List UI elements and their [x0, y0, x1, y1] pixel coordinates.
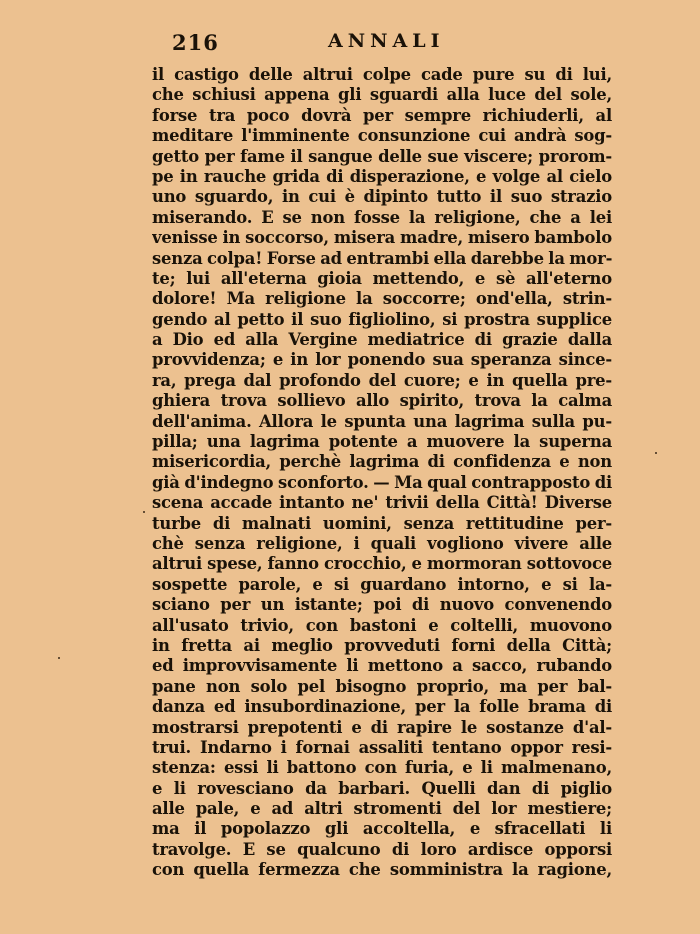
text-line: mostrarsi prepotenti e di rapire le sostanze d'al-	[152, 717, 612, 737]
text-line: che schiusi appena gli sguardi alla luce del sole,	[152, 85, 612, 105]
body-text	[152, 65, 612, 881]
text-line: miserando. E se non fosse la religione, che a lei	[152, 207, 612, 227]
text-line: e li rovesciano da barbari. Quelli dan di piglio	[152, 778, 612, 798]
text-line: te; lui all'eterna gioia mettendo, e sè all'eterno	[152, 268, 612, 288]
text-line: venisse in soccorso, misera madre, misero bambolo	[152, 228, 612, 248]
text-line: misericordia, perchè lagrima di confidenza e non	[152, 452, 612, 472]
text-line: già d'indegno sconforto. — Ma qual contrapposto di	[152, 472, 612, 492]
text-line: scena accade intanto ne' trivii della Città! Diverse	[152, 493, 612, 513]
text-line: con quella fermezza che somministra la ragione,	[152, 860, 612, 880]
text-line: chè senza religione, i quali vogliono vivere alle	[152, 533, 612, 553]
text-line: provvidenza; e in lor ponendo sua speranza since-	[152, 350, 612, 370]
text-line: meditare l'imminente consunzione cui andrà sog-	[152, 126, 612, 146]
text-line: getto per fame il sangue delle sue viscere; prorom-	[152, 146, 612, 166]
page-number: 216	[172, 30, 219, 55]
text-line: travolge. E se qualcuno di loro ardisce opporsi	[152, 839, 612, 859]
text-line: senza colpa! Forse ad entrambi ella darebbe la mor-	[152, 248, 612, 268]
text-line: all'usato trivio, con bastoni e coltelli, muovono	[152, 615, 612, 635]
text-line: uno sguardo, in cui è dipinto tutto il suo strazio	[152, 187, 612, 207]
text-line: danza ed insubordinazione, per la folle brama di	[152, 697, 612, 717]
text-line: ra, prega dal profondo del cuore; e in quella pre-	[152, 370, 612, 390]
text-line: pilla; una lagrima potente a muovere la superna	[152, 432, 612, 452]
text-line: alle pale, e ad altri stromenti del lor mestiere;	[152, 799, 612, 819]
text-line: dolore! Ma religione la soccorre; ond'ella, strin-	[152, 289, 612, 309]
text-line: altrui spese, fanno crocchio, e mormoran sottovoce	[152, 554, 612, 574]
text-line: il castigo delle altrui colpe cade pure su di lui,	[152, 65, 612, 84]
text-line: pane non solo pel bisogno proprio, ma per bal-	[152, 676, 612, 696]
text-line: trui. Indarno i fornai assaliti tentano oppor resi-	[152, 737, 612, 757]
text-line: sciano per un istante; poi di nuovo convenendo	[152, 595, 612, 615]
text-line: forse tra poco dovrà per sempre richiuderli, al	[152, 105, 612, 125]
text-line: a Dio ed alla Vergine mediatrice di grazie dalla	[152, 330, 612, 350]
text-line: sospette parole, e si guardano intorno, e si la-	[152, 574, 612, 594]
text-line: dell'anima. Allora le spunta una lagrima sulla pu-	[152, 411, 612, 431]
text-line: stenza: essi li battono con furia, e li malmenano,	[152, 758, 612, 778]
text-line: ghiera trova sollievo allo spirito, trova la calma	[152, 391, 612, 411]
text-line: ma il popolazzo gli accoltella, e sfracellati li	[152, 819, 612, 839]
paper-speck	[655, 452, 657, 454]
text-line: gendo al petto il suo figliolino, si prostra supplice	[152, 309, 612, 329]
paper-speck	[143, 511, 145, 513]
text-line: turbe di malnati uomini, senza rettitudine per-	[152, 513, 612, 533]
text-line: pe in rauche grida di disperazione, e volge al cielo	[152, 166, 612, 186]
paper-speck	[58, 657, 60, 659]
text-line: in fretta ai meglio provveduti forni della Città;	[152, 635, 612, 655]
text-line: ed improvvisamente li mettono a sacco, rubando	[152, 656, 612, 676]
running-head: ANNALI	[328, 30, 445, 52]
